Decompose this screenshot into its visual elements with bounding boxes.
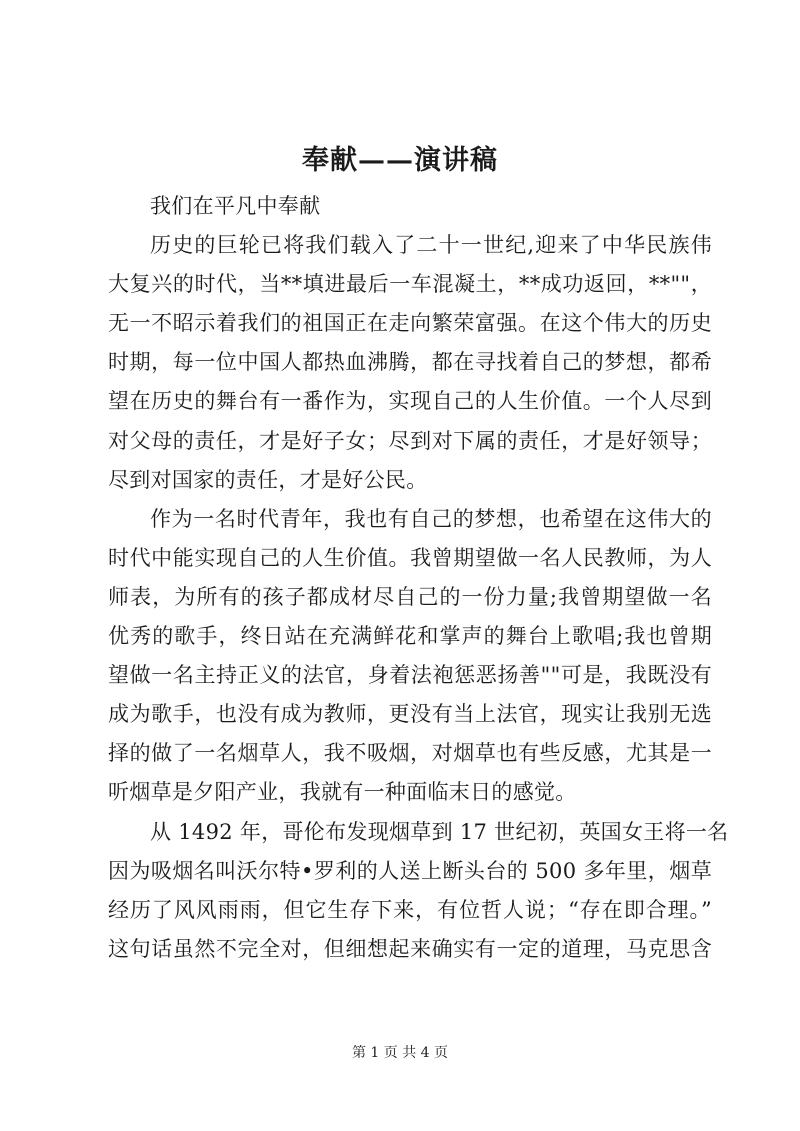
text-line: 时代中能实现自己的人生价值。我曾期望做一名人民教师，为人 <box>108 545 712 570</box>
text-line: 因为吸烟名叫沃尔特•罗利的人送上断头台的 500 多年里，烟草 <box>108 858 712 883</box>
text-line: 作为一名时代青年，我也有自己的梦想，也希望在这伟大的 <box>150 506 712 531</box>
page-footer: 第 1 页 共 4 页 <box>351 1045 449 1061</box>
text-line: 时期，每一位中国人都热血沸腾，都在寻找着自己的梦想，都希 <box>108 350 712 375</box>
text-line: 历史的巨轮已将我们载入了二十一世纪,迎来了中华民族伟 <box>150 233 712 258</box>
page-title: 奉献——演讲稿 <box>302 145 498 176</box>
text-line: 望做一名主持正义的法官，身着法袍惩恶扬善""可是，我既没有 <box>108 663 712 688</box>
text-line: 望在历史的舞台有一番作为，实现自己的人生价值。一个人尽到 <box>108 389 712 414</box>
text-line: 师表，为所有的孩子都成材尽自己的一份力量;我曾期望做一名 <box>108 584 712 609</box>
text-line: 这句话虽然不完全对，但细想起来确实有一定的道理，马克思含 <box>108 936 712 961</box>
text-line: 对父母的责任，才是好子女；尽到对下属的责任，才是好领导； <box>108 428 712 453</box>
text-line: 优秀的歌手，终日站在充满鲜花和掌声的舞台上歌唱;我也曾期 <box>108 624 712 649</box>
text-line: 成为歌手，也没有成为教师，更没有当上法官，现实让我别无选 <box>108 702 712 727</box>
body-text <box>108 187 729 969</box>
text-line: 无一不昭示着我们的祖国正在走向繁荣富强。在这个伟大的历史 <box>108 311 712 336</box>
text-line: 听烟草是夕阳产业，我就有一种面临末日的感觉。 <box>108 780 577 805</box>
text-line: 大复兴的时代，当**填进最后一车混凝土，**成功返回，**""， <box>108 272 712 297</box>
text-line: 从 1492 年，哥伦布发现烟草到 17 世纪初，英国女王将一名 <box>150 819 729 844</box>
text-line: 我们在平凡中奉献 <box>150 194 321 218</box>
text-line: 择的做了一名烟草人，我不吸烟，对烟草也有些反感，尤其是一 <box>108 741 712 766</box>
text-line: 经历了风风雨雨，但它生存下来，有位哲人说；“存在即合理。” <box>108 897 712 922</box>
text-line: 尽到对国家的责任，才是好公民。 <box>108 467 428 492</box>
